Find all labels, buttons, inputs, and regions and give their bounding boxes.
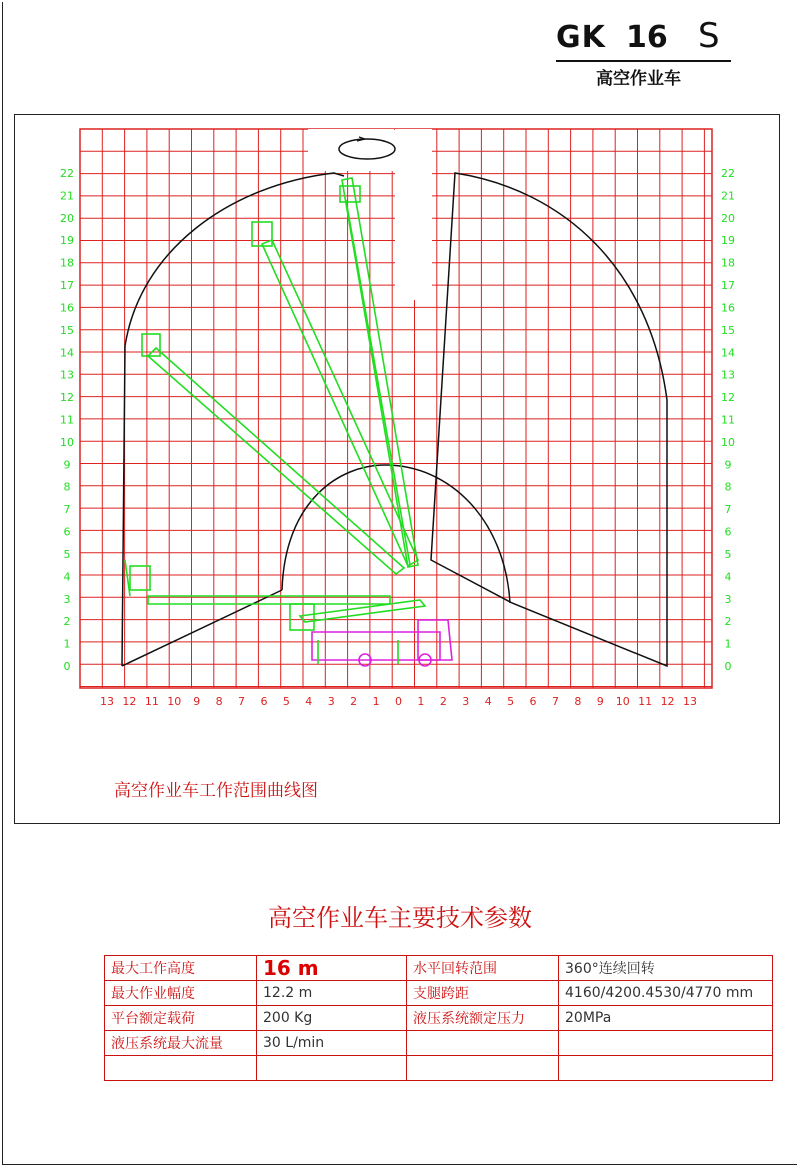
x-axis-label: 11 — [144, 695, 159, 708]
diagram-caption: 高空作业车工作范围曲线图 — [114, 781, 318, 801]
table-row — [105, 1056, 773, 1081]
param-value: 20MPa — [559, 1006, 773, 1031]
param-label: 水平回转范围 — [407, 956, 559, 981]
envelope-left — [122, 173, 344, 666]
y-axis-label-right: 14 — [721, 346, 735, 360]
y-axis-label-right: 12 — [721, 391, 735, 405]
param-value — [257, 1056, 407, 1081]
y-axis-label-left: 4 — [63, 570, 71, 584]
y-axis-label-left: 16 — [60, 301, 74, 315]
table-row — [105, 956, 773, 981]
y-axis-label-left: 10 — [60, 435, 74, 449]
param-value: 16 m — [257, 956, 407, 981]
y-axis-label-left: 2 — [63, 615, 71, 629]
y-axis-label-left: 17 — [60, 279, 74, 293]
x-axis-label: 4 — [484, 695, 492, 708]
x-axis-label: 9 — [596, 695, 604, 708]
y-axis-label-right: 17 — [721, 279, 735, 293]
param-label: 液压系统最大流量 — [105, 1031, 257, 1056]
x-axis-label: 2 — [350, 695, 358, 708]
x-axis-label: 2 — [439, 695, 447, 708]
y-axis-label-left: 8 — [63, 480, 71, 494]
grid-gap-upper-right — [395, 129, 432, 300]
y-axis-label-left: 22 — [60, 167, 74, 180]
param-value — [559, 1031, 773, 1056]
param-value: 200 Kg — [257, 1006, 407, 1031]
y-axis-label-right: 16 — [721, 301, 735, 315]
x-axis-label: 13 — [100, 695, 114, 708]
x-axis-labels — [100, 695, 697, 708]
y-axis-label-left: 18 — [60, 256, 74, 270]
envelope-right — [431, 173, 667, 666]
platform-upper-diag — [252, 222, 272, 246]
y-axis-label-right: 22 — [721, 167, 735, 180]
param-label: 最大工作高度 — [105, 956, 257, 981]
subtitle: 高空作业车 — [596, 69, 681, 89]
params-table — [104, 955, 773, 1081]
x-axis-label: 6 — [529, 695, 537, 708]
param-label: 液压系统额定压力 — [407, 1006, 559, 1031]
param-label: 平台额定载荷 — [105, 1006, 257, 1031]
y-axis-label-left: 3 — [63, 592, 71, 606]
param-value: 360°连续回转 — [559, 956, 773, 981]
x-axis-label: 5 — [282, 695, 290, 708]
x-axis-label: 12 — [660, 695, 675, 708]
x-axis-label: 0 — [395, 695, 402, 708]
y-axis-label-right: 4 — [724, 570, 732, 584]
y-axis-label-right: 0 — [724, 660, 732, 673]
x-axis-label: 10 — [167, 695, 182, 708]
x-axis-label: 12 — [122, 695, 137, 708]
x-axis-label: 1 — [372, 695, 380, 708]
x-axis-label: 8 — [574, 695, 582, 708]
y-axis-label-left: 20 — [60, 211, 74, 225]
model-suffix: S — [698, 16, 720, 56]
y-axis-label-right: 11 — [721, 413, 735, 427]
y-axis-label-right: 9 — [724, 458, 732, 472]
y-axis-label-right: 20 — [721, 211, 735, 225]
y-axis-label-left: 12 — [60, 391, 74, 405]
x-axis-label: 4 — [305, 695, 313, 708]
param-value — [559, 1056, 773, 1081]
boom-mid-diag — [148, 348, 404, 574]
x-axis-label: 7 — [551, 695, 559, 708]
y-axis-labels-left — [60, 167, 74, 673]
param-label: 支腿跨距 — [407, 981, 559, 1006]
y-axis-label-left: 14 — [60, 346, 74, 360]
y-axis-label-right: 6 — [724, 525, 732, 539]
x-axis-label: 8 — [215, 695, 223, 708]
table-row — [105, 1031, 773, 1056]
y-axis-label-left: 7 — [63, 503, 71, 517]
x-axis-label: 9 — [193, 695, 201, 708]
param-label — [407, 1031, 559, 1056]
y-axis-label-left: 6 — [63, 525, 71, 539]
y-axis-label-right: 21 — [721, 189, 735, 203]
y-axis-label-right: 2 — [724, 615, 732, 629]
y-axis-label-right: 3 — [724, 592, 732, 606]
y-axis-label-right: 19 — [721, 234, 735, 248]
y-axis-label-right: 7 — [724, 503, 732, 517]
grid-gap-top — [308, 129, 394, 171]
x-axis-label: 6 — [260, 695, 268, 708]
x-axis-label: 3 — [462, 695, 470, 708]
x-axis-label: 7 — [238, 695, 246, 708]
boom-upper-diag — [262, 240, 418, 566]
x-axis-label: 5 — [507, 695, 515, 708]
y-axis-label-right: 13 — [721, 368, 735, 382]
y-axis-label-left: 9 — [63, 458, 71, 472]
model-prefix: GK — [556, 20, 606, 55]
param-value: 4160/4200.4530/4770 mm — [559, 981, 773, 1006]
param-label — [407, 1056, 559, 1081]
y-axis-labels-right — [721, 167, 735, 673]
y-axis-label-left: 19 — [60, 234, 74, 248]
x-axis-label: 10 — [615, 695, 630, 708]
x-axis-label: 1 — [417, 695, 425, 708]
table-row — [105, 981, 773, 1006]
x-axis-label: 13 — [683, 695, 697, 708]
param-label: 最大作业幅度 — [105, 981, 257, 1006]
model-number: 16 — [626, 20, 668, 55]
truck — [312, 620, 452, 666]
y-axis-label-left: 13 — [60, 368, 74, 382]
y-axis-label-right: 18 — [721, 256, 735, 270]
boom-positions — [125, 178, 425, 630]
param-label — [105, 1056, 257, 1081]
y-axis-label-left: 5 — [63, 547, 71, 561]
param-value: 12.2 m — [257, 981, 407, 1006]
table-row — [105, 1006, 773, 1031]
x-axis-label: 11 — [638, 695, 653, 708]
param-value: 30 L/min — [257, 1031, 407, 1056]
y-axis-label-left: 15 — [60, 323, 74, 337]
x-axis-label: 3 — [327, 695, 335, 708]
y-axis-label-right: 15 — [721, 323, 735, 337]
y-axis-label-right: 10 — [721, 435, 735, 449]
params-title: 高空作业车主要技术参数 — [268, 904, 532, 932]
y-axis-label-left: 0 — [63, 660, 71, 673]
y-axis-label-right: 1 — [724, 637, 732, 651]
y-axis-label-right: 5 — [724, 547, 732, 561]
y-axis-label-left: 11 — [60, 413, 74, 427]
y-axis-label-right: 8 — [724, 480, 732, 494]
turret — [290, 604, 314, 630]
y-axis-label-left: 1 — [63, 637, 71, 651]
y-axis-label-left: 21 — [60, 189, 74, 203]
